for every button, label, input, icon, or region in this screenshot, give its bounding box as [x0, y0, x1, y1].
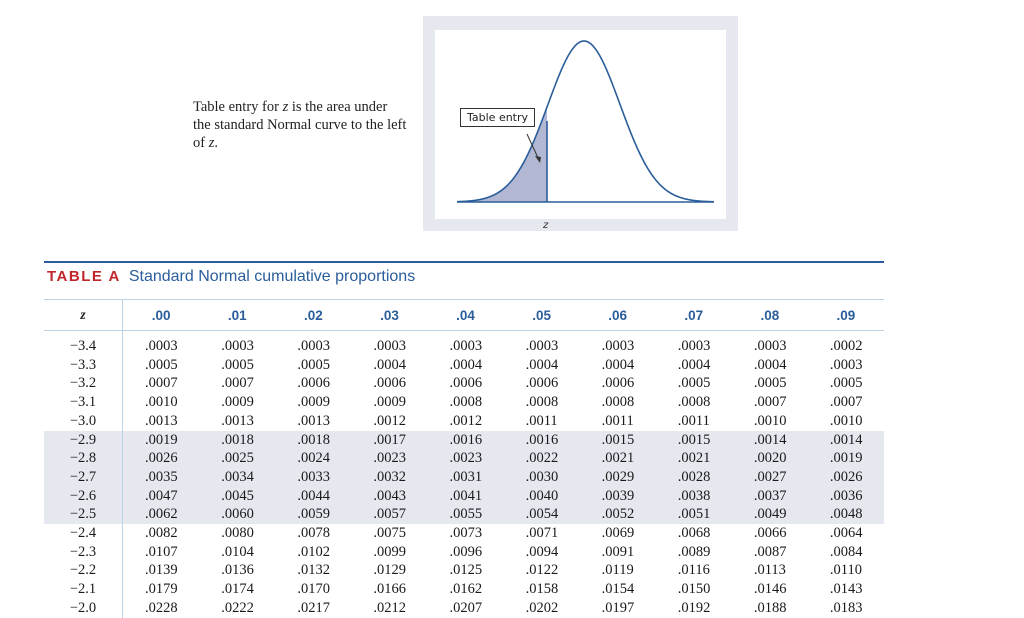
proportion-cell: .0020	[732, 449, 808, 468]
proportion-cell: .0003	[449, 338, 483, 354]
proportion-cell: .0048	[808, 505, 884, 524]
proportion-cell: .0021	[656, 449, 732, 468]
proportion-cell: .0044	[275, 487, 351, 506]
proportion-cell: .0017	[351, 431, 427, 450]
z-table	[44, 299, 884, 618]
proportion-cell: .0021	[580, 449, 656, 468]
proportion-cell: .0139	[123, 561, 200, 580]
proportion-cell: .0006	[297, 375, 330, 392]
z-value-cell: −2.4	[69, 525, 97, 542]
table-label: TABLE A	[47, 268, 121, 285]
proportion-cell: .0033	[275, 468, 351, 487]
proportion-cell: .0068	[677, 525, 711, 542]
proportion-cell: .0110	[829, 562, 862, 579]
proportion-cell: .0019	[123, 431, 200, 450]
proportion-cell: .0089	[677, 543, 711, 560]
proportion-cell: .0082	[123, 524, 200, 543]
proportion-cell: .0003	[221, 338, 254, 354]
proportion-cell: .0002	[829, 338, 863, 354]
proportion-cell: .0059	[275, 505, 351, 524]
table-row	[44, 393, 884, 412]
proportion-cell: .0143	[829, 581, 863, 598]
proportion-cell: .0016	[428, 431, 504, 450]
table-row	[44, 599, 884, 618]
proportion-cell: .0183	[829, 599, 863, 616]
proportion-cell: .0011	[525, 412, 558, 429]
proportion-cell: .0104	[221, 543, 254, 560]
proportion-cell: .0078	[297, 525, 330, 542]
proportion-cell: .0045	[199, 487, 275, 506]
proportion-cell: .0212	[373, 599, 407, 616]
proportion-cell: .0011	[677, 412, 710, 429]
proportion-cell: .0013	[221, 412, 254, 429]
proportion-cell: .0055	[428, 505, 504, 524]
column-header: .07	[656, 300, 732, 331]
figure-caption	[193, 98, 408, 152]
table-row	[44, 356, 884, 375]
proportion-cell: .0019	[808, 449, 884, 468]
column-header: .03	[351, 300, 427, 331]
proportion-cell: .0174	[221, 581, 254, 598]
proportion-cell: .0008	[677, 394, 711, 411]
proportion-cell: .0004	[525, 356, 559, 373]
z-value-cell: −2.9	[44, 431, 123, 450]
proportion-cell: .0008	[601, 394, 635, 411]
proportion-cell: .0192	[677, 599, 711, 616]
proportion-cell: .0202	[525, 599, 559, 616]
proportion-cell: .0007	[829, 394, 863, 411]
proportion-cell: .0007	[753, 394, 787, 411]
table-entry-label: Table entry	[460, 108, 535, 127]
caption-variable: z	[282, 99, 289, 115]
proportion-cell: .0007	[221, 375, 254, 392]
proportion-cell: .0010	[753, 412, 787, 429]
caption-variable-2: z	[208, 135, 215, 151]
proportion-cell: .0038	[656, 487, 732, 506]
proportion-cell: .0091	[601, 543, 635, 560]
z-value-cell: −2.5	[44, 505, 123, 524]
proportion-cell: .0217	[297, 599, 330, 616]
proportion-cell: .0094	[525, 543, 559, 560]
proportion-cell: .0013	[297, 412, 330, 429]
table-name: Standard Normal cumulative proportions	[128, 268, 416, 285]
column-header: .00	[123, 300, 200, 331]
proportion-cell: .0012	[449, 412, 483, 429]
proportion-cell: .0035	[123, 468, 200, 487]
proportion-cell: .0004	[373, 356, 407, 373]
z-value-cell: −3.2	[69, 375, 97, 392]
proportion-cell: .0207	[449, 599, 483, 616]
table-row	[44, 524, 884, 543]
proportion-cell: .0136	[221, 562, 254, 579]
proportion-cell: .0047	[123, 487, 200, 506]
proportion-cell: .0022	[504, 449, 580, 468]
proportion-cell: .0007	[123, 374, 200, 393]
proportion-cell: .0029	[580, 468, 656, 487]
proportion-cell: .0003	[677, 338, 711, 354]
proportion-cell: .0080	[221, 525, 254, 542]
proportion-cell: .0037	[732, 487, 808, 506]
column-header: .06	[580, 300, 656, 331]
table-row	[44, 561, 884, 580]
proportion-cell: .0005	[677, 375, 711, 392]
proportion-cell: .0025	[199, 449, 275, 468]
proportion-cell: .0125	[449, 562, 483, 579]
proportion-cell: .0129	[373, 562, 407, 579]
table-header-row	[44, 300, 884, 331]
column-header: .04	[428, 300, 504, 331]
proportion-cell: .0158	[525, 581, 559, 598]
proportion-cell: .0023	[351, 449, 427, 468]
proportion-cell: .0013	[123, 412, 200, 431]
proportion-cell: .0016	[504, 431, 580, 450]
proportion-cell: .0043	[351, 487, 427, 506]
proportion-cell: .0116	[677, 562, 710, 579]
proportion-cell: .0222	[221, 599, 254, 616]
z-value-cell: −3.3	[69, 356, 97, 373]
proportion-cell: .0057	[351, 505, 427, 524]
column-header: .01	[199, 300, 275, 331]
proportion-cell: .0012	[373, 412, 407, 429]
proportion-cell: .0162	[449, 581, 483, 598]
z-value-cell: −2.3	[69, 543, 97, 560]
proportion-cell: .0003	[829, 356, 863, 373]
proportion-cell: .0003	[123, 331, 200, 356]
z-value-cell: −2.1	[69, 581, 97, 598]
proportion-cell: .0119	[601, 562, 634, 579]
caption-end: .	[214, 135, 218, 151]
table-row	[44, 412, 884, 431]
proportion-cell: .0170	[297, 581, 330, 598]
proportion-cell: .0018	[275, 431, 351, 450]
proportion-cell: .0150	[677, 581, 711, 598]
z-axis-label: z	[543, 220, 549, 231]
proportion-cell: .0006	[601, 375, 635, 392]
table-row	[44, 468, 884, 487]
proportion-cell: .0004	[449, 356, 483, 373]
proportion-cell: .0004	[753, 356, 787, 373]
caption-before: Table entry for	[193, 99, 283, 115]
proportion-cell: .0166	[373, 581, 407, 598]
proportion-cell: .0018	[199, 431, 275, 450]
proportion-cell: .0009	[297, 394, 330, 411]
table-title-rule	[44, 261, 884, 263]
proportion-cell: .0010	[829, 412, 863, 429]
z-value-cell: −2.6	[44, 487, 123, 506]
z-value-cell: −3.1	[69, 394, 97, 411]
proportion-cell: .0008	[449, 394, 483, 411]
proportion-cell: .0040	[504, 487, 580, 506]
proportion-cell: .0096	[449, 543, 483, 560]
proportion-cell: .0071	[525, 525, 559, 542]
proportion-cell: .0062	[123, 505, 200, 524]
table-title	[47, 268, 415, 286]
proportion-cell: .0036	[808, 487, 884, 506]
column-header-z: z	[44, 300, 123, 331]
proportion-cell: .0122	[525, 562, 559, 579]
z-value-cell: −2.2	[69, 562, 97, 579]
proportion-cell: .0011	[601, 412, 634, 429]
proportion-cell: .0049	[732, 505, 808, 524]
proportion-cell: .0034	[199, 468, 275, 487]
figure-canvas	[435, 30, 726, 231]
proportion-cell: .0188	[753, 599, 787, 616]
column-header: .09	[808, 300, 884, 331]
table-row	[44, 505, 884, 524]
proportion-cell: .0010	[123, 393, 200, 412]
proportion-cell: .0003	[373, 338, 407, 354]
proportion-cell: .0003	[753, 338, 787, 354]
proportion-cell: .0006	[373, 375, 407, 392]
proportion-cell: .0004	[677, 356, 711, 373]
proportion-cell: .0026	[808, 468, 884, 487]
proportion-cell: .0008	[525, 394, 559, 411]
proportion-cell: .0099	[373, 543, 407, 560]
proportion-cell: .0014	[808, 431, 884, 450]
proportion-cell: .0028	[656, 468, 732, 487]
proportion-cell: .0075	[373, 525, 407, 542]
table-row	[44, 487, 884, 506]
z-value-cell: −2.7	[44, 468, 123, 487]
proportion-cell: .0005	[753, 375, 787, 392]
z-value-cell: −2.0	[69, 599, 97, 616]
proportion-cell: .0113	[753, 562, 786, 579]
proportion-cell: .0004	[601, 356, 635, 373]
table-body	[44, 331, 884, 618]
z-value-cell: −3.4	[69, 338, 97, 354]
z-value-cell: −3.0	[69, 412, 97, 429]
proportion-cell: .0064	[829, 525, 863, 542]
proportion-cell: .0024	[275, 449, 351, 468]
column-header: .05	[504, 300, 580, 331]
proportion-cell: .0154	[601, 581, 635, 598]
proportion-cell: .0015	[656, 431, 732, 450]
table-row	[44, 580, 884, 599]
proportion-cell: .0084	[829, 543, 863, 560]
proportion-cell: .0005	[221, 356, 254, 373]
proportion-cell: .0051	[656, 505, 732, 524]
proportion-cell: .0014	[732, 431, 808, 450]
table-row	[44, 331, 884, 356]
table-row	[44, 431, 884, 450]
proportion-cell: .0060	[199, 505, 275, 524]
proportion-cell: .0006	[525, 375, 559, 392]
proportion-cell: .0006	[449, 375, 483, 392]
proportion-cell: .0132	[297, 562, 330, 579]
proportion-cell: .0005	[297, 356, 330, 373]
proportion-cell: .0179	[123, 580, 200, 599]
normal-curve-figure	[423, 16, 738, 231]
proportion-cell: .0069	[601, 525, 635, 542]
proportion-cell: .0039	[580, 487, 656, 506]
proportion-cell: .0003	[601, 338, 635, 354]
proportion-cell: .0015	[580, 431, 656, 450]
proportion-cell: .0009	[373, 394, 407, 411]
proportion-cell: .0003	[525, 338, 559, 354]
proportion-cell: .0027	[732, 468, 808, 487]
proportion-cell: .0087	[753, 543, 787, 560]
table-row	[44, 543, 884, 562]
proportion-cell: .0146	[753, 581, 787, 598]
proportion-cell: .0107	[123, 543, 200, 562]
proportion-cell: .0041	[428, 487, 504, 506]
proportion-cell: .0023	[428, 449, 504, 468]
proportion-cell: .0032	[351, 468, 427, 487]
proportion-cell: .0102	[297, 543, 330, 560]
proportion-cell: .0030	[504, 468, 580, 487]
proportion-cell: .0031	[428, 468, 504, 487]
table-row	[44, 374, 884, 393]
proportion-cell: .0073	[449, 525, 483, 542]
proportion-cell: .0054	[504, 505, 580, 524]
proportion-cell: .0052	[580, 505, 656, 524]
z-value-cell: −2.8	[44, 449, 123, 468]
proportion-cell: .0009	[221, 394, 254, 411]
table-row	[44, 449, 884, 468]
proportion-cell: .0005	[123, 356, 200, 375]
proportion-cell: .0197	[601, 599, 635, 616]
proportion-cell: .0066	[753, 525, 787, 542]
proportion-cell: .0026	[123, 449, 200, 468]
column-header: .08	[732, 300, 808, 331]
column-header: .02	[275, 300, 351, 331]
proportion-cell: .0003	[297, 338, 330, 354]
caption-after: is the area under the standard Normal curve to the left of	[193, 99, 407, 151]
proportion-cell: .0228	[123, 599, 200, 618]
proportion-cell: .0005	[829, 375, 863, 392]
